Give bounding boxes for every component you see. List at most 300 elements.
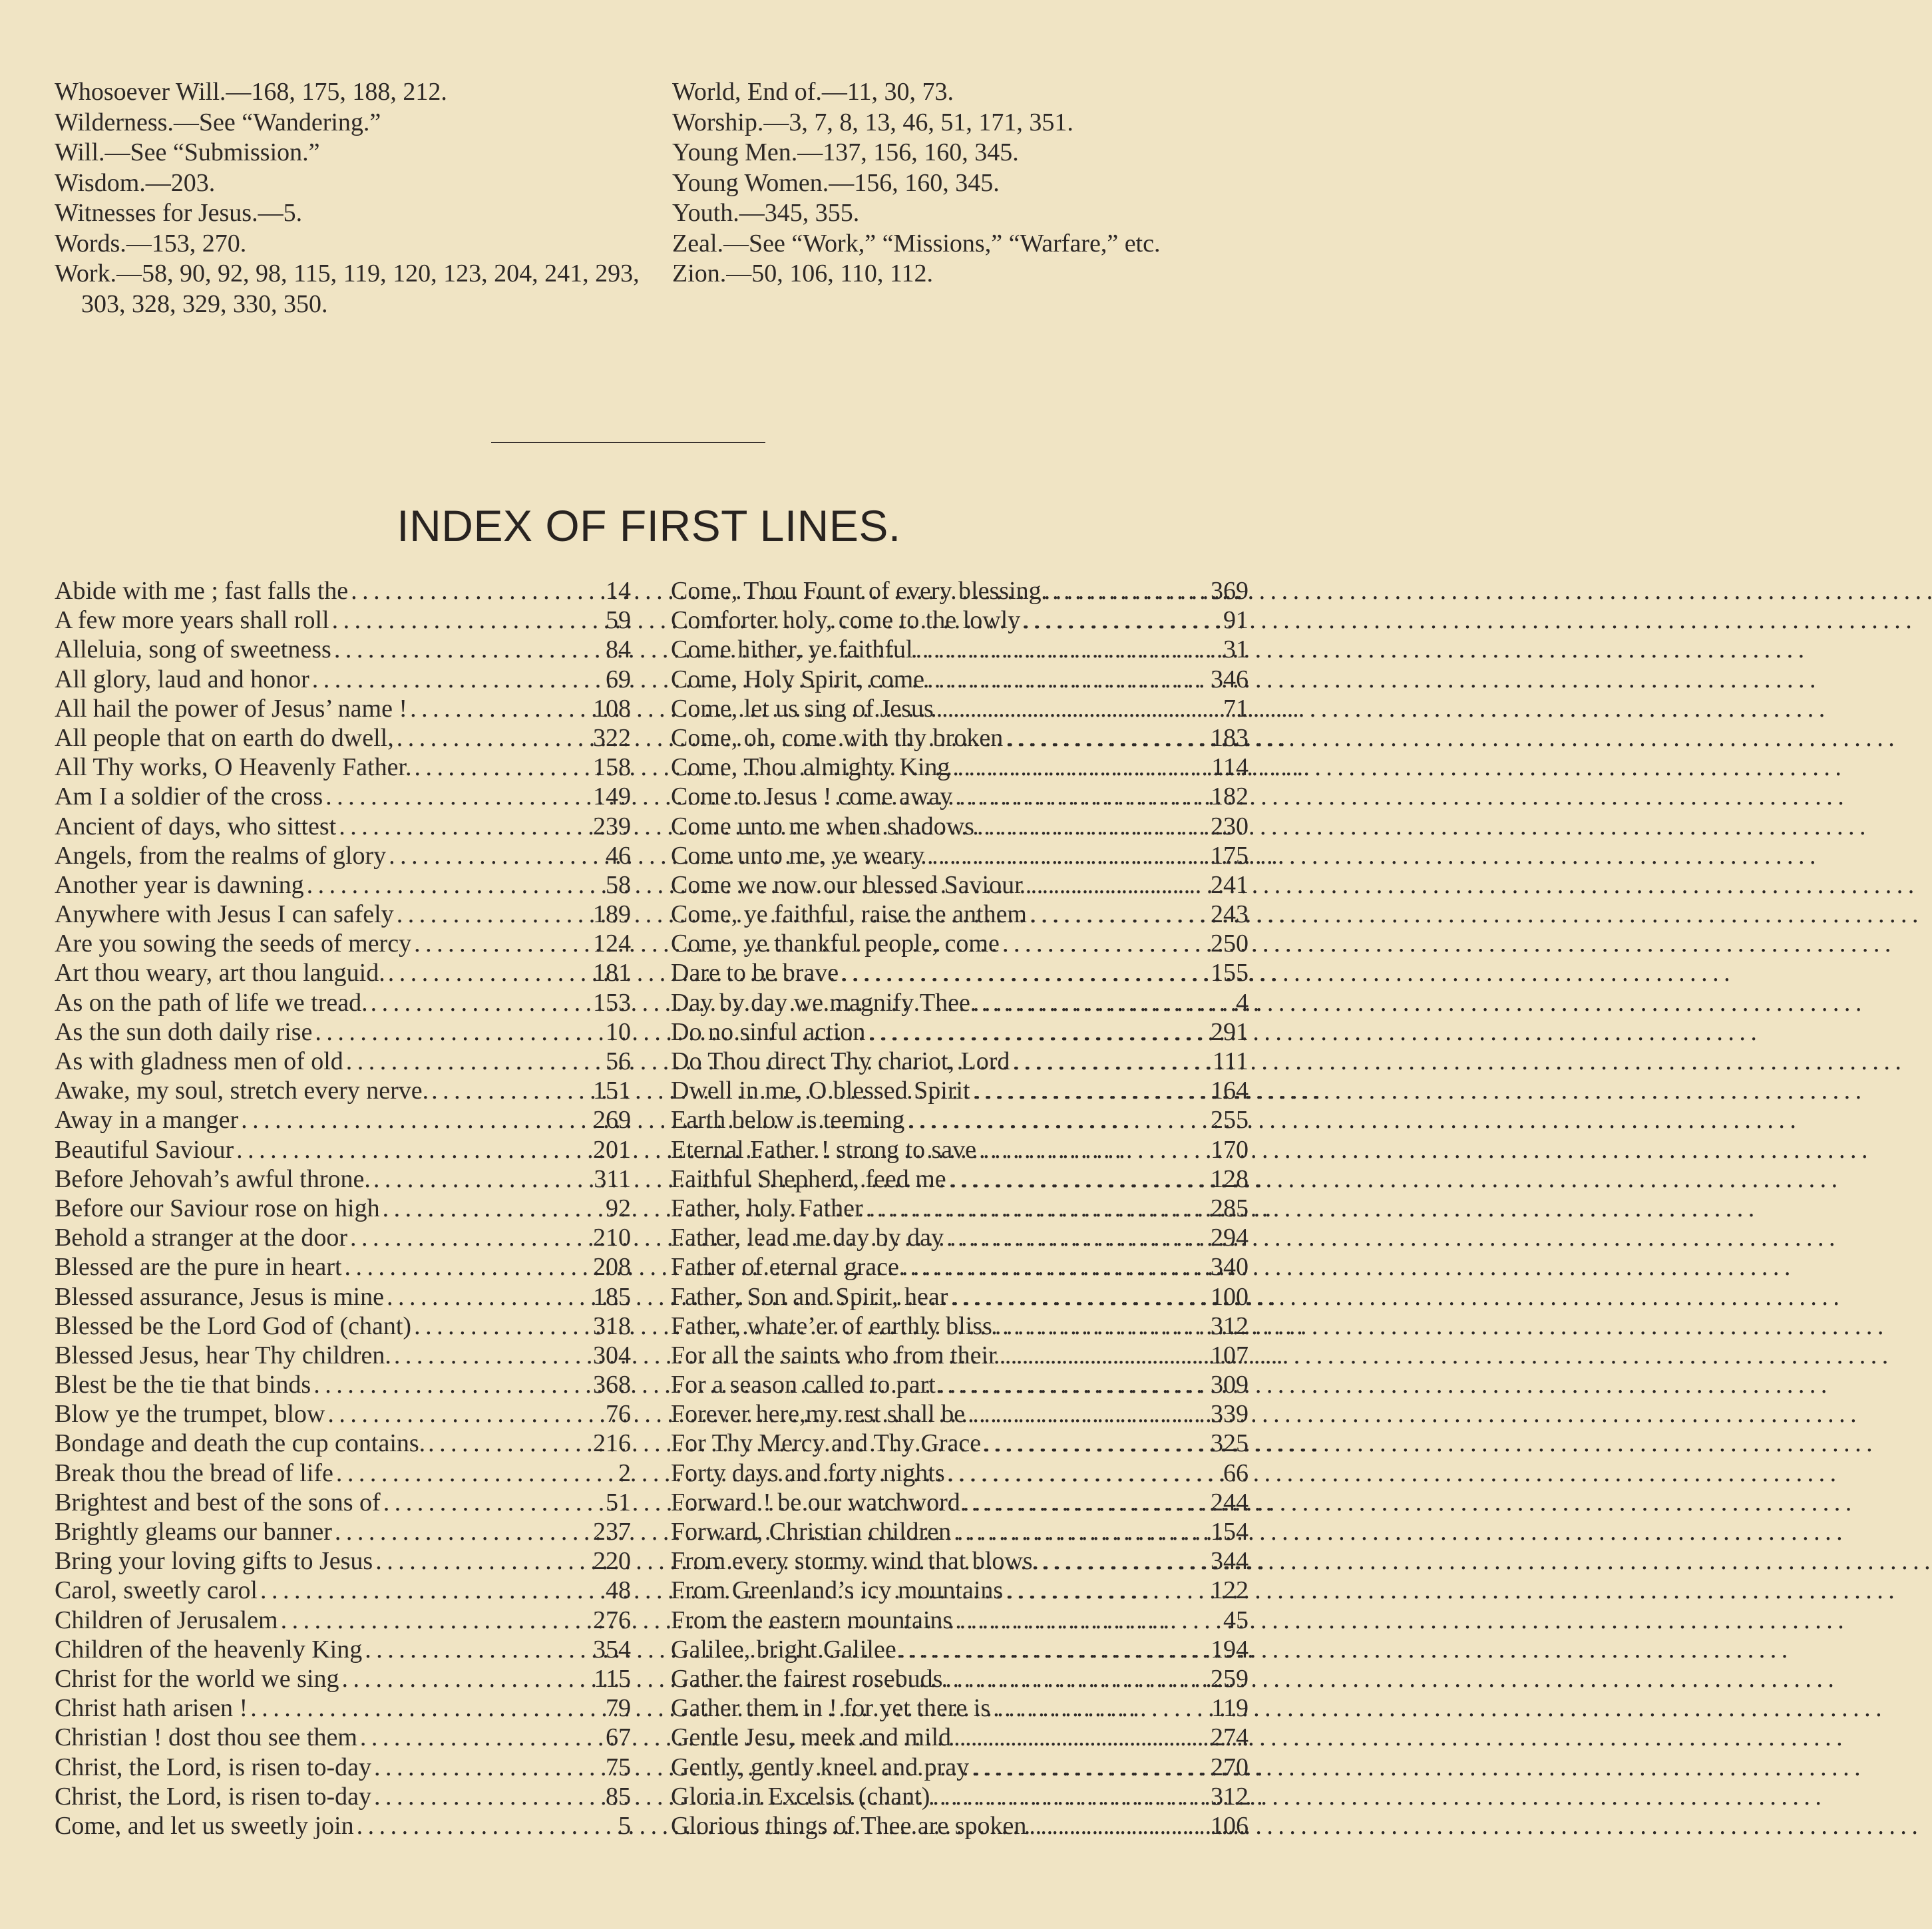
- dot-leader: [1026, 870, 1208, 900]
- first-line-entry: [671, 1693, 1249, 1723]
- first-line-text: Christ, the Lord, is risen to-day: [55, 1782, 371, 1811]
- dot-leader: [387, 1282, 590, 1312]
- dot-leader: [973, 1076, 1208, 1105]
- first-line-entry: [671, 576, 1249, 606]
- first-line-text: Bondage and death the cup contains.: [55, 1429, 426, 1458]
- first-line-entry: [671, 1753, 1249, 1782]
- first-line-text: Christian ! dost thou see them: [55, 1723, 357, 1752]
- first-line-text: Break thou the bread of life: [55, 1459, 333, 1487]
- hymn-number: 304: [593, 1341, 631, 1369]
- first-line-text: As the sun doth daily rise: [55, 1017, 313, 1046]
- hymn-number: 311: [594, 1164, 631, 1193]
- first-line-text: Bring your loving gifts to Jesus: [55, 1547, 373, 1576]
- first-line-entry: [55, 635, 631, 664]
- first-line-entry: [55, 929, 631, 958]
- dot-leader: [357, 1811, 592, 1841]
- first-line-entry: [55, 1341, 631, 1370]
- dot-leader: [841, 958, 1208, 987]
- dot-leader: [1000, 1341, 1208, 1370]
- subject-entry: Young Men.—137, 156, 160, 345.: [672, 138, 1019, 166]
- hymn-number: 344: [1211, 1547, 1249, 1576]
- first-line-entry: [55, 1693, 631, 1723]
- dot-leader: [948, 1459, 1210, 1488]
- subject-entry: Worship.—3, 7, 8, 13, 46, 51, 171, 351.: [672, 108, 1073, 136]
- first-line-text: Christ for the world we sing: [55, 1664, 339, 1693]
- subject-entry: Will.—See “Submission.”: [55, 138, 320, 166]
- first-line-text: Come, and let us sweetly join: [55, 1811, 354, 1840]
- hymn-number: 153: [593, 988, 631, 1017]
- hymn-number: 14: [606, 577, 631, 605]
- dot-leader: [345, 1252, 590, 1282]
- hymn-number: 76: [606, 1400, 631, 1429]
- dot-leader: [346, 1047, 592, 1076]
- first-line-text: Blessed Jesus, hear Thy children.: [55, 1341, 391, 1369]
- first-line-entry: [671, 900, 1249, 929]
- first-line-entry: [55, 900, 631, 929]
- dot-leader: [383, 1488, 592, 1517]
- dot-leader: [973, 988, 1210, 1017]
- dot-leader: [950, 1282, 1208, 1312]
- hymn-number: 66: [1223, 1459, 1249, 1487]
- first-line-entry: [55, 606, 631, 635]
- first-line-entry: [671, 1576, 1249, 1605]
- first-line-entry: [55, 1782, 631, 1811]
- first-line-entry: [671, 1017, 1249, 1047]
- first-line-text: Blow ye the trumpet, blow: [55, 1400, 325, 1429]
- first-line-entry: [671, 1399, 1249, 1429]
- first-line-text: Eternal Father ! strong to save: [671, 1135, 977, 1164]
- first-line-entry: [671, 1370, 1249, 1399]
- first-line-text: Father of eternal grace: [671, 1253, 899, 1282]
- hymn-number: 106: [1211, 1811, 1249, 1840]
- hymn-number: 151: [593, 1077, 631, 1105]
- dot-leader: [374, 1753, 592, 1782]
- dot-leader: [360, 1723, 592, 1752]
- first-line-entry: [55, 1164, 631, 1194]
- first-line-text: From the eastern mountains: [671, 1606, 953, 1634]
- hymn-number: 79: [606, 1694, 631, 1723]
- dot-leader: [373, 1164, 592, 1194]
- hymn-number: 189: [593, 900, 631, 929]
- dot-leader: [952, 753, 1209, 782]
- first-line-text: Galilee, bright Galilee: [671, 1635, 896, 1664]
- first-line-text: Gently, gently kneel and pray: [671, 1753, 970, 1781]
- hymn-number: 2: [618, 1459, 631, 1487]
- first-line-text: Come unto me, ye weary: [671, 841, 924, 870]
- hymn-number: 369: [1211, 577, 1249, 605]
- hymn-number: 46: [606, 841, 631, 870]
- first-line-text: Come, oh, come with thy broken: [671, 723, 1004, 752]
- hymn-number: 69: [606, 665, 631, 693]
- dot-leader: [236, 1135, 590, 1164]
- subject-entry: Wisdom.—203.: [55, 168, 216, 197]
- dot-leader: [260, 1576, 592, 1605]
- first-line-text: Before Jehovah’s awful throne.: [55, 1164, 371, 1193]
- hymn-number: 58: [606, 870, 631, 899]
- first-line-text: Earth below is teeming: [671, 1106, 905, 1135]
- first-line-text: Blessed be the Lord God of (chant): [55, 1312, 412, 1340]
- dot-leader: [375, 1546, 590, 1576]
- hymn-number: 85: [606, 1782, 631, 1811]
- first-line-entry: [671, 694, 1249, 723]
- hymn-number: 318: [593, 1312, 631, 1340]
- first-line-entry: [671, 1341, 1249, 1370]
- dot-leader: [312, 665, 592, 694]
- hymn-number: 354: [593, 1635, 631, 1664]
- dot-leader: [866, 1194, 1208, 1223]
- first-line-entry: [671, 1429, 1249, 1458]
- hymn-number: 220: [593, 1547, 631, 1576]
- first-line-text: Angels, from the realms of glory: [55, 841, 387, 870]
- first-line-entry: [671, 1723, 1249, 1752]
- hymn-number: 182: [1211, 783, 1249, 811]
- first-line-entry: [55, 1576, 631, 1605]
- first-line-entry: [55, 812, 631, 841]
- first-line-text: Come, ye thankful people, come: [671, 930, 1000, 958]
- first-line-entry: [671, 1517, 1249, 1546]
- hymn-number: 309: [1211, 1371, 1249, 1399]
- hymn-number: 5: [618, 1811, 631, 1840]
- dot-leader: [410, 694, 590, 723]
- hymn-number: 91: [1223, 606, 1249, 635]
- hymn-number: 84: [606, 635, 631, 664]
- first-line-entry: [55, 665, 631, 694]
- dot-leader: [1030, 900, 1208, 929]
- first-line-text: Children of Jerusalem: [55, 1606, 278, 1634]
- first-line-entry: [55, 1635, 631, 1664]
- first-line-entry: [671, 841, 1249, 870]
- dot-leader: [388, 958, 590, 987]
- first-line-text: Glorious things of Thee are spoken: [671, 1811, 1027, 1840]
- dot-leader: [868, 1017, 1208, 1047]
- first-line-entry: [55, 1517, 631, 1546]
- first-line-text: Beautiful Saviour: [55, 1135, 234, 1164]
- dot-leader: [281, 1606, 590, 1635]
- first-line-text: Come, Thou Fount of every blessing: [671, 577, 1042, 605]
- first-line-entry: [55, 782, 631, 811]
- first-line-entry: [55, 753, 631, 782]
- first-line-text: Are you sowing the seeds of mercy: [55, 930, 412, 958]
- first-line-entry: [671, 1635, 1249, 1664]
- hymn-number: 241: [1211, 870, 1249, 899]
- dot-leader: [955, 782, 1208, 811]
- dot-leader: [371, 988, 590, 1017]
- first-line-text: Father, whate’er of earthly bliss: [671, 1312, 992, 1340]
- hymn-number: 108: [593, 694, 631, 723]
- hymn-number: 230: [1211, 812, 1249, 840]
- subject-entry: Zion.—50, 106, 110, 112.: [672, 260, 933, 287]
- first-line-entry: [671, 1664, 1249, 1693]
- hymn-number: 158: [593, 753, 631, 782]
- dot-leader: [954, 1517, 1208, 1546]
- first-line-text: Come, Thou almighty King: [671, 753, 950, 782]
- first-line-entry: [55, 1282, 631, 1312]
- dot-leader: [932, 1782, 1208, 1811]
- hymn-number: 100: [1211, 1282, 1249, 1311]
- hymn-number: 164: [1211, 1077, 1249, 1105]
- subject-entry: Whosoever Will.—168, 175, 188, 212.: [55, 78, 447, 106]
- dot-leader: [916, 635, 1210, 664]
- hymn-number: 67: [606, 1723, 631, 1752]
- first-line-entry: [55, 1223, 631, 1252]
- subject-entry: Wilderness.—See “Wandering.”: [55, 108, 381, 136]
- first-line-entry: [55, 1723, 631, 1752]
- hymn-number: 259: [1211, 1664, 1249, 1693]
- hymn-number: 216: [593, 1429, 631, 1458]
- first-line-entry: [671, 1047, 1249, 1076]
- subject-entry: Work.—58, 90, 92, 98, 115, 119, 120, 123, 204, 241, 293, 303, 328, 329, 330, 350.: [55, 260, 640, 318]
- first-line-text: Day by day we magnify Thee: [671, 988, 970, 1017]
- first-line-entry: [55, 1047, 631, 1076]
- first-lines-right-column: [671, 576, 1249, 1841]
- dot-leader: [1044, 576, 1208, 606]
- hymn-number: 291: [1211, 1017, 1249, 1046]
- dot-leader: [414, 1312, 590, 1341]
- hymn-number: 92: [606, 1194, 631, 1222]
- hymn-number: 71: [1223, 694, 1249, 723]
- first-line-text: Come, ye faithful, raise the anthem: [671, 900, 1027, 929]
- hymn-number: 210: [593, 1224, 631, 1252]
- first-line-entry: [671, 782, 1249, 811]
- dot-leader: [307, 870, 592, 900]
- subject-entry: Zeal.—See “Work,” “Missions,” “Warfare,” etc.: [672, 229, 1161, 258]
- hymn-number: 339: [1211, 1400, 1249, 1429]
- hymn-number: 244: [1211, 1488, 1249, 1516]
- dot-leader: [431, 1076, 590, 1105]
- first-line-entry: [55, 870, 631, 900]
- first-line-entry: [671, 988, 1249, 1017]
- first-line-text: All hail the power of Jesus’ name !: [55, 694, 408, 723]
- hymn-number: 294: [1211, 1224, 1249, 1252]
- dot-leader: [383, 1194, 592, 1223]
- dot-leader: [336, 1459, 592, 1488]
- subject-index-left-column: [55, 77, 640, 319]
- first-line-text: Dare to be brave: [671, 959, 839, 987]
- dot-leader: [313, 1370, 590, 1399]
- hymn-number: 250: [1211, 930, 1249, 958]
- first-line-entry: [671, 870, 1249, 900]
- hymn-number: 31: [1223, 635, 1249, 664]
- dot-leader: [315, 1017, 592, 1047]
- dot-leader: [389, 841, 592, 870]
- first-line-entry: [671, 665, 1249, 694]
- first-line-text: Come, Holy Spirit, come: [671, 665, 925, 693]
- hymn-number: 124: [593, 930, 631, 958]
- dot-leader: [946, 1223, 1208, 1252]
- first-line-entry: [671, 929, 1249, 958]
- first-line-entry: [55, 1076, 631, 1105]
- first-line-entry: [671, 1135, 1249, 1164]
- first-line-text: Gloria in Excelsis (chant): [671, 1782, 930, 1811]
- first-line-entry: [671, 1811, 1249, 1841]
- dot-leader: [1006, 723, 1208, 753]
- hymn-number: 340: [1211, 1253, 1249, 1282]
- first-line-entry: [55, 694, 631, 723]
- hymn-number: 208: [593, 1253, 631, 1282]
- dot-leader: [968, 1399, 1208, 1429]
- first-line-entry: [671, 1459, 1249, 1488]
- first-line-entry: [55, 1488, 631, 1517]
- hymn-number: 115: [594, 1664, 631, 1693]
- subject-entry: Youth.—345, 355.: [672, 199, 860, 227]
- subject-entry: Words.—153, 270.: [55, 229, 247, 258]
- dot-leader: [428, 1429, 590, 1458]
- first-line-text: Gather the fairest rosebuds: [671, 1664, 943, 1693]
- hymn-number: 325: [1211, 1429, 1249, 1458]
- first-line-entry: [55, 1194, 631, 1223]
- hymn-number: 276: [593, 1606, 631, 1634]
- hymn-number: 175: [1211, 841, 1249, 870]
- hymn-number: 114: [1211, 753, 1249, 782]
- first-line-text: Christ hath arisen !: [55, 1694, 248, 1723]
- first-line-entry: [671, 635, 1249, 664]
- first-line-text: Forward, Christian children: [671, 1518, 952, 1546]
- dot-leader: [339, 812, 590, 841]
- first-line-text: Blessed assurance, Jesus is mine: [55, 1282, 384, 1311]
- dot-leader: [397, 723, 590, 753]
- first-line-entry: [55, 1753, 631, 1782]
- dot-leader: [907, 1105, 1208, 1135]
- hymn-number: 155: [1211, 959, 1249, 987]
- first-line-text: Am I a soldier of the cross: [55, 783, 323, 811]
- index-heading: INDEX OF FIRST LINES.: [397, 501, 901, 550]
- hymn-number: 237: [593, 1518, 631, 1546]
- first-line-text: Forward ! be our watchword: [671, 1488, 960, 1516]
- first-line-text: Come to Jesus ! come away: [671, 783, 953, 811]
- first-line-entry: [671, 606, 1249, 635]
- first-line-entry: [671, 1488, 1249, 1517]
- hymn-number: 243: [1211, 900, 1249, 929]
- first-line-text: Father, lead me day by day: [671, 1224, 944, 1252]
- first-line-text: All Thy works, O Heavenly Father.: [55, 753, 412, 782]
- first-line-text: Awake, my soul, stretch every nerve.: [55, 1077, 429, 1105]
- first-line-text: All glory, laud and honor: [55, 665, 309, 693]
- hymn-number: 10: [606, 1017, 631, 1046]
- first-line-text: Gentle Jesu, meek and mild: [671, 1723, 952, 1752]
- first-line-text: Do Thou direct Thy chariot, Lord: [671, 1047, 1010, 1075]
- dot-leader: [351, 576, 592, 606]
- dot-leader: [984, 1429, 1208, 1458]
- dot-leader: [938, 1370, 1208, 1399]
- first-line-text: Gather them in ! for yet there is: [671, 1694, 991, 1723]
- hymn-number: 119: [1211, 1694, 1249, 1723]
- hymn-number: 4: [1236, 988, 1249, 1017]
- hymn-number: 346: [1211, 665, 1249, 693]
- first-line-entry: [671, 723, 1249, 753]
- first-line-text: Christ, the Lord, is risen to-day: [55, 1753, 371, 1781]
- section-divider: [491, 442, 765, 443]
- subject-index-right-column: [672, 77, 1258, 289]
- first-line-entry: [55, 1252, 631, 1282]
- hymn-number: 75: [606, 1753, 631, 1781]
- first-line-text: Behold a stranger at the door: [55, 1224, 348, 1252]
- dot-leader: [899, 1635, 1208, 1664]
- dot-leader: [334, 635, 592, 664]
- first-line-text: For Thy Mercy and Thy Grace: [671, 1429, 982, 1458]
- first-line-entry: [671, 753, 1249, 782]
- hymn-number: 201: [593, 1135, 631, 1164]
- dot-leader: [1012, 1047, 1209, 1076]
- first-line-entry: [671, 958, 1249, 987]
- first-line-entry: [55, 958, 631, 987]
- first-line-text: As with gladness men of old: [55, 1047, 343, 1075]
- hymn-number: 274: [1211, 1723, 1249, 1752]
- first-line-text: Art thou weary, art thou languid.: [55, 959, 385, 987]
- hymn-number: 255: [1211, 1106, 1249, 1135]
- first-line-text: Brightest and best of the sons of: [55, 1488, 381, 1516]
- dot-leader: [927, 665, 1208, 694]
- hymn-number: 154: [1211, 1518, 1249, 1546]
- first-line-entry: [55, 1312, 631, 1341]
- first-line-text: Forever here,my rest shall be: [671, 1400, 966, 1429]
- first-line-entry: [55, 1017, 631, 1047]
- hymn-number: 111: [1212, 1047, 1249, 1075]
- hymn-number: 185: [593, 1282, 631, 1311]
- hymn-number: 312: [1211, 1782, 1249, 1811]
- first-lines-left-column: [55, 576, 631, 1841]
- subject-entry: Witnesses for Jesus.—5.: [55, 199, 303, 227]
- dot-leader: [365, 1635, 590, 1664]
- dot-leader: [1042, 1546, 1208, 1576]
- hymn-number: 269: [593, 1106, 631, 1135]
- first-line-entry: [55, 1459, 631, 1488]
- first-line-text: As on the path of life we tread.: [55, 988, 368, 1017]
- dot-leader: [327, 1399, 592, 1429]
- hymn-number: 194: [1211, 1635, 1249, 1664]
- first-line-text: From Greenland’s icy mountains: [671, 1576, 1004, 1605]
- dot-leader: [350, 1223, 590, 1252]
- first-line-text: Blessed are the pure in heart: [55, 1253, 342, 1282]
- hymn-number: 322: [593, 723, 631, 752]
- first-line-entry: [671, 1105, 1249, 1135]
- hymn-number: 285: [1211, 1194, 1249, 1222]
- first-line-text: Forty days and forty nights: [671, 1459, 945, 1487]
- dot-leader: [902, 1252, 1208, 1282]
- first-line-entry: [55, 988, 631, 1017]
- dot-leader: [955, 1606, 1210, 1635]
- hymn-number: 56: [606, 1047, 631, 1075]
- dot-leader: [927, 841, 1208, 870]
- first-line-entry: [671, 1282, 1249, 1312]
- first-line-text: Father, Son and Spirit, hear: [671, 1282, 948, 1311]
- hymn-number: 59: [606, 606, 631, 635]
- first-line-entry: [55, 723, 631, 753]
- hymn-number: 239: [593, 812, 631, 840]
- dot-leader: [241, 1105, 590, 1135]
- first-line-entry: [55, 1429, 631, 1458]
- dot-leader: [945, 1664, 1208, 1693]
- first-line-entry: [671, 1312, 1249, 1341]
- first-line-entry: [55, 1370, 631, 1399]
- first-line-text: All people that on earth do dwell,: [55, 723, 394, 752]
- first-line-text: Before our Saviour rose on high: [55, 1194, 380, 1222]
- first-line-text: Away in a manger: [55, 1106, 239, 1135]
- hymn-number: 48: [606, 1576, 631, 1605]
- first-line-entry: [55, 841, 631, 870]
- dot-leader: [963, 1488, 1208, 1517]
- first-line-text: Alleluia, song of sweetness: [55, 635, 331, 664]
- dot-leader: [1023, 606, 1210, 635]
- first-line-text: Come hither, ye faithful: [671, 635, 913, 664]
- first-line-text: Comforter holy, come to the lowly: [671, 606, 1021, 635]
- first-line-text: Ancient of days, who sittest: [55, 812, 337, 840]
- dot-leader: [1029, 1811, 1208, 1841]
- dot-leader: [977, 812, 1208, 841]
- dot-leader: [374, 1782, 592, 1811]
- dot-leader: [332, 606, 592, 635]
- first-line-text: Dwell in me, O blessed Spirit: [671, 1077, 970, 1105]
- first-line-entry: [671, 812, 1249, 841]
